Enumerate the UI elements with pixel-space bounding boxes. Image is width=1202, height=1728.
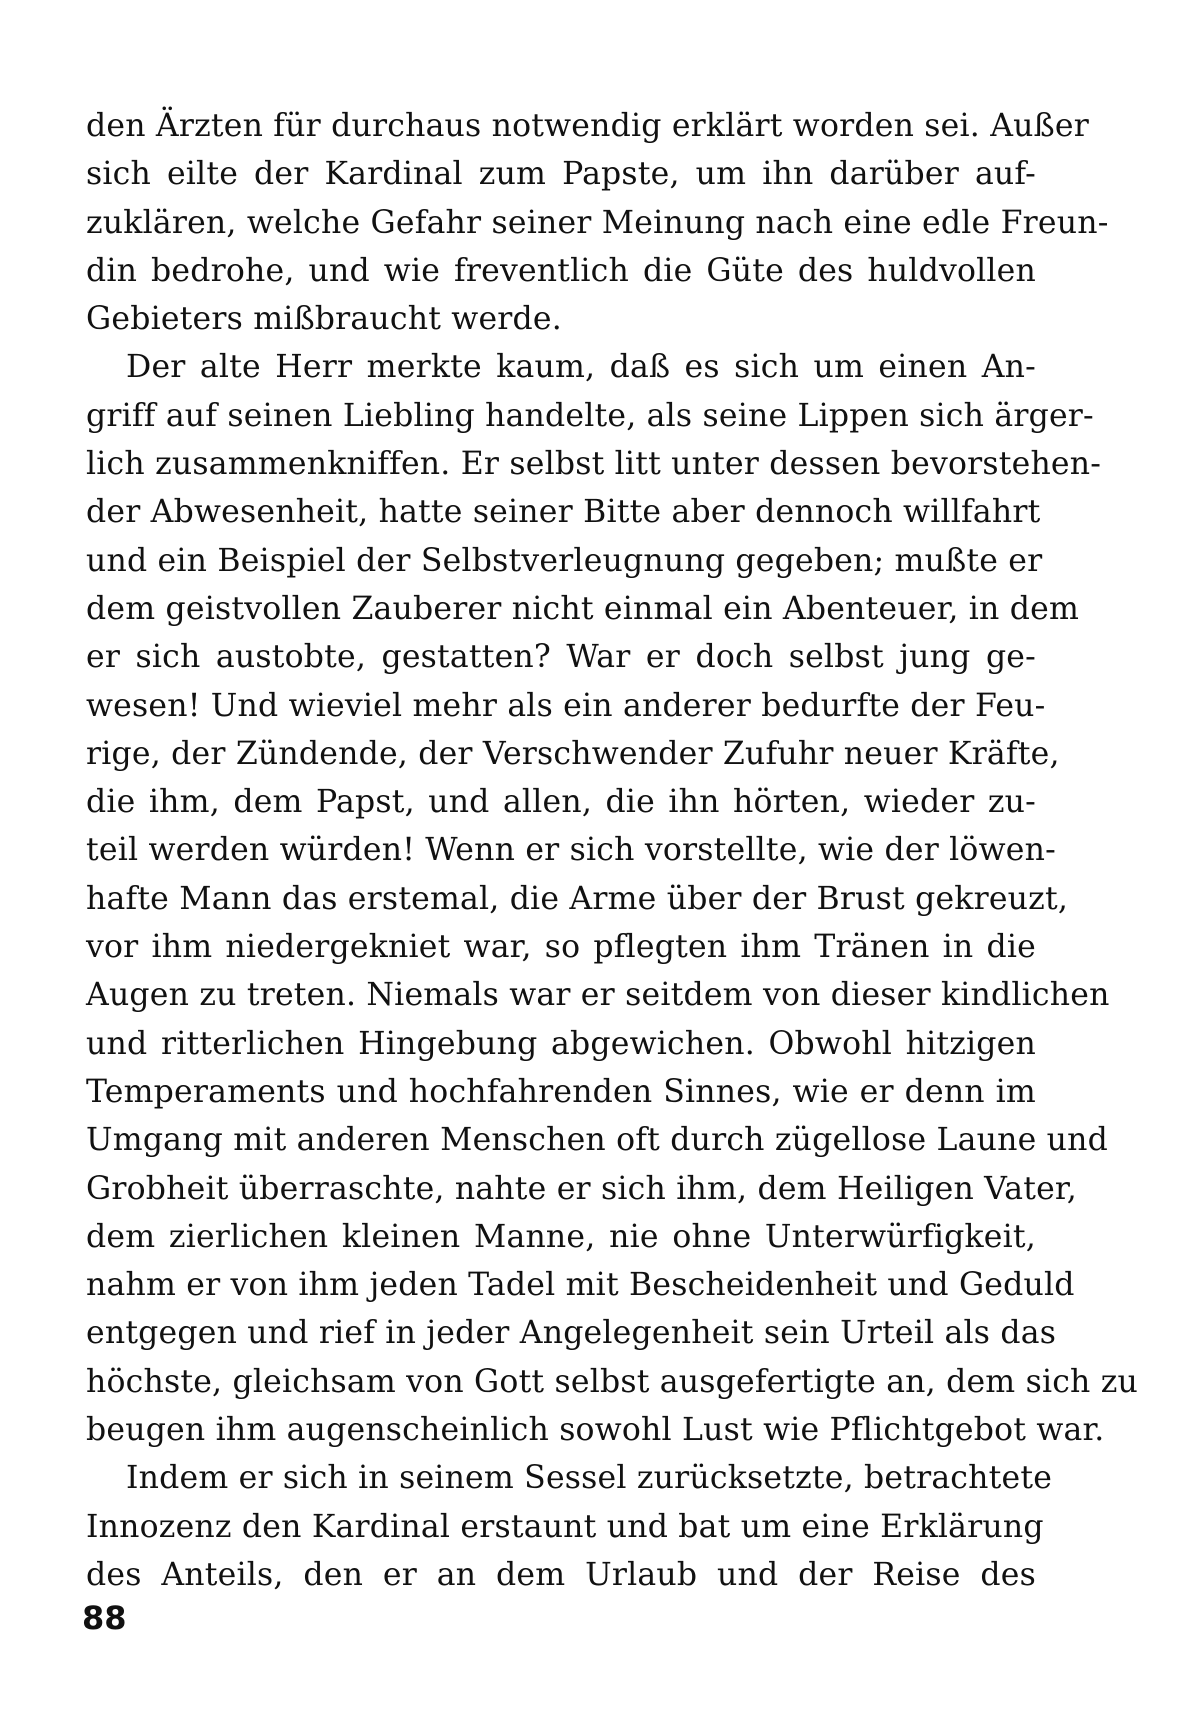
text-line: nahm er von ihm jeden Tadel mit Bescheidenheit und Geduld: [86, 1267, 1075, 1304]
text-line: rige, der Zündende, der Verschwender Zufuhr neuer Kräfte,: [86, 735, 1060, 772]
text-line: Der alte Herr merkte kaum, daß es sich um einen An-: [126, 349, 1036, 386]
text-line: griff auf seinen Liebling handelte, als seine Lippen sich ärger-: [86, 397, 1094, 434]
text-line: din bedrohe, und wie freventlich die Güte des huldvollen: [86, 252, 1036, 289]
text-line: lich zusammenkniffen. Er selbst litt unter dessen bevorstehen-: [86, 446, 1102, 483]
text-line: zuklären, welche Gefahr seiner Meinung nach eine edle Freun-: [86, 204, 1109, 241]
text-line: dem zierlichen kleinen Manne, nie ohne Unterwürfigkeit,: [86, 1218, 1036, 1255]
text-line: Grobheit überraschte, nahte er sich ihm, dem Heiligen Vater,: [86, 1170, 1077, 1207]
text-line: den Ärzten für durchaus notwendig erklärt worden sei. Außer: [86, 108, 1089, 144]
text-line: er sich austobte, gestatten? War er doch selbst jung ge-: [86, 639, 1036, 676]
text-line: beugen ihm augenscheinlich sowohl Lust wie Pflichtgebot war.: [86, 1412, 1105, 1449]
text-line: Temperaments und hochfahrenden Sinnes, wie er denn im: [86, 1073, 1036, 1110]
text-line: entgegen und rief in jeder Angelegenheit sein Urteil als das: [86, 1315, 1057, 1352]
text-line: hafte Mann das erstemal, die Arme über der Brust gekreuzt,: [86, 880, 1069, 917]
text-line: Innozenz den Kardinal erstaunt und bat um eine Erklärung: [86, 1508, 1044, 1545]
body-text: [86, 102, 1139, 1599]
text-line: des Anteils, den er an dem Urlaub und der Reise des: [86, 1556, 1036, 1593]
text-line: dem geistvollen Zauberer nicht einmal ein Abenteuer, in dem: [86, 590, 1080, 627]
text-line: teil werden würden! Wenn er sich vorstellte, wie der löwen-: [86, 832, 1056, 869]
text-line: Umgang mit anderen Menschen oft durch zügellose Laune und: [86, 1122, 1108, 1159]
page-number: 88: [82, 1599, 127, 1637]
text-line: vor ihm niedergekniet war, so pflegten ihm Tränen in die: [86, 929, 1036, 966]
text-line: und ein Beispiel der Selbstverleugnung gegeben; mußte er: [86, 542, 1043, 579]
text-line: höchste, gleichsam von Gott selbst ausgefertigte an, dem sich zu: [86, 1363, 1139, 1400]
text-line: Augen zu treten. Niemals war er seitdem von dieser kindlichen: [86, 977, 1110, 1014]
text-line: Indem er sich in seinem Sessel zurücksetzte, betrachtete: [126, 1460, 1053, 1497]
text-line: sich eilte der Kardinal zum Papste, um ihn darüber auf-: [86, 156, 1036, 193]
text-line: die ihm, dem Papst, und allen, die ihn hörten, wieder zu-: [86, 784, 1036, 821]
text-line: Gebieters mißbraucht werde.: [86, 301, 562, 338]
text-line: und ritterlichen Hingebung abgewichen. Obwohl hitzigen: [86, 1025, 1036, 1062]
text-line: der Abwesenheit, hatte seiner Bitte aber dennoch willfahrt: [86, 494, 1041, 531]
text-line: wesen! Und wieviel mehr als ein anderer bedurfte der Feu-: [86, 687, 1046, 724]
